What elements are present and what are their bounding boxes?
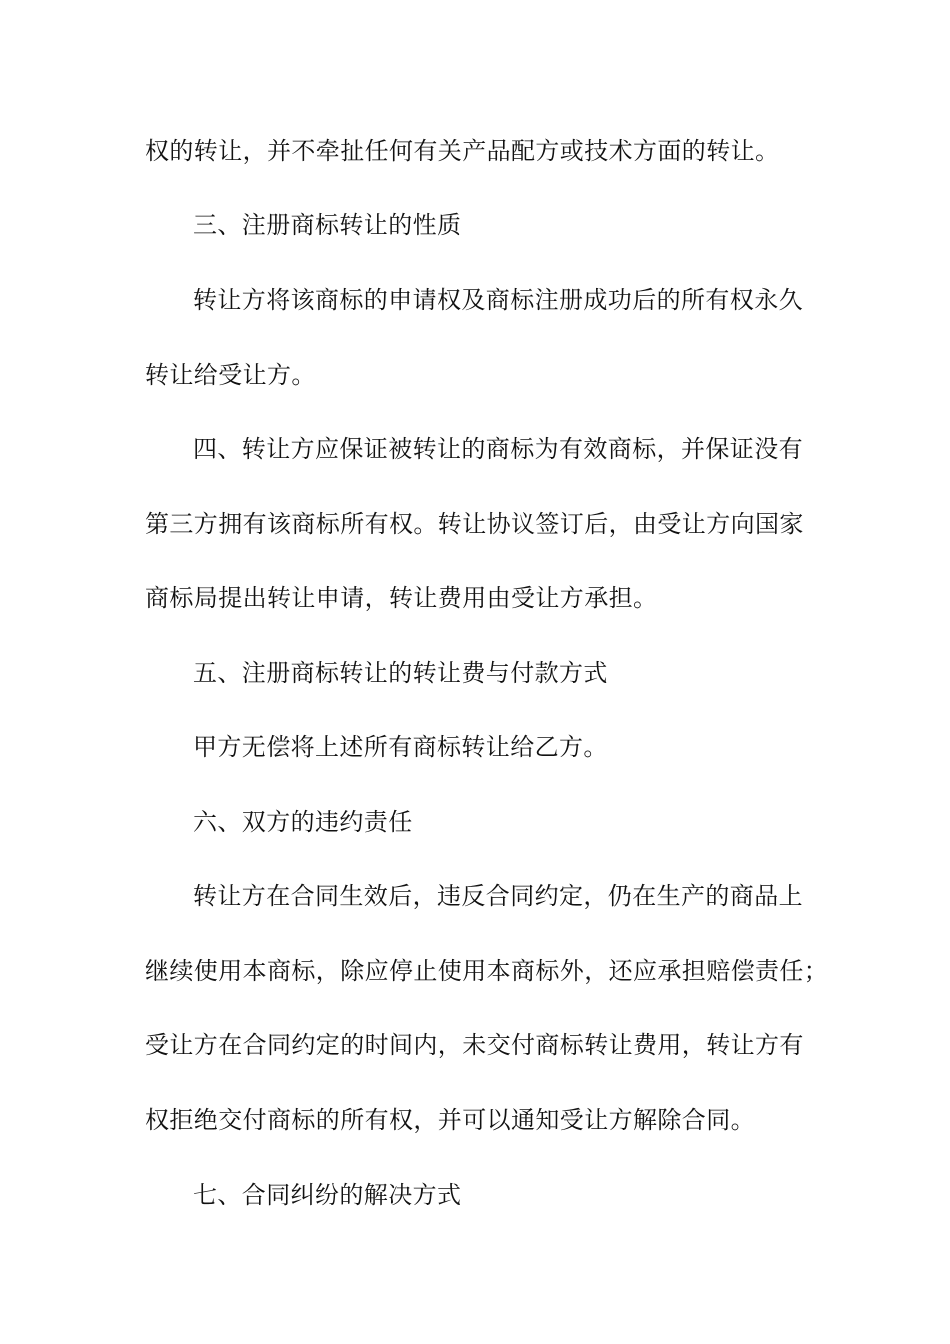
section-heading-3: 三、注册商标转让的性质 bbox=[193, 211, 462, 239]
paragraph-line: 转让给受让方。 bbox=[145, 361, 316, 389]
paragraph-line: 转让方在合同生效后，违反合同约定，仍在生产的商品上 bbox=[193, 882, 803, 910]
paragraph-line: 转让方将该商标的申请权及商标注册成功后的所有权永久 bbox=[193, 286, 803, 314]
paragraph-line: 权拒绝交付商标的所有权，并可以通知受让方解除合同。 bbox=[145, 1106, 755, 1134]
paragraph-line: 甲方无偿将上述所有商标转让给乙方。 bbox=[193, 733, 608, 761]
paragraph-line: 受让方在合同约定的时间内，未交付商标转让费用，转让方有 bbox=[145, 1031, 804, 1059]
paragraph-line: 四、转让方应保证被转让的商标为有效商标，并保证没有 bbox=[193, 435, 803, 463]
section-heading-6: 六、双方的违约责任 bbox=[193, 808, 413, 836]
paragraph-line: 商标局提出转让申请，转让费用由受让方承担。 bbox=[145, 584, 658, 612]
paragraph-line: 权的转让，并不牵扯任何有关产品配方或技术方面的转让。 bbox=[145, 137, 780, 165]
section-heading-5: 五、注册商标转让的转让费与付款方式 bbox=[193, 659, 608, 687]
paragraph-line: 继续使用本商标，除应停止使用本商标外，还应承担赔偿责任； bbox=[145, 957, 829, 985]
section-heading-7: 七、合同纠纷的解决方式 bbox=[193, 1181, 462, 1209]
paragraph-line: 第三方拥有该商标所有权。转让协议签订后，由受让方向国家 bbox=[145, 510, 804, 538]
